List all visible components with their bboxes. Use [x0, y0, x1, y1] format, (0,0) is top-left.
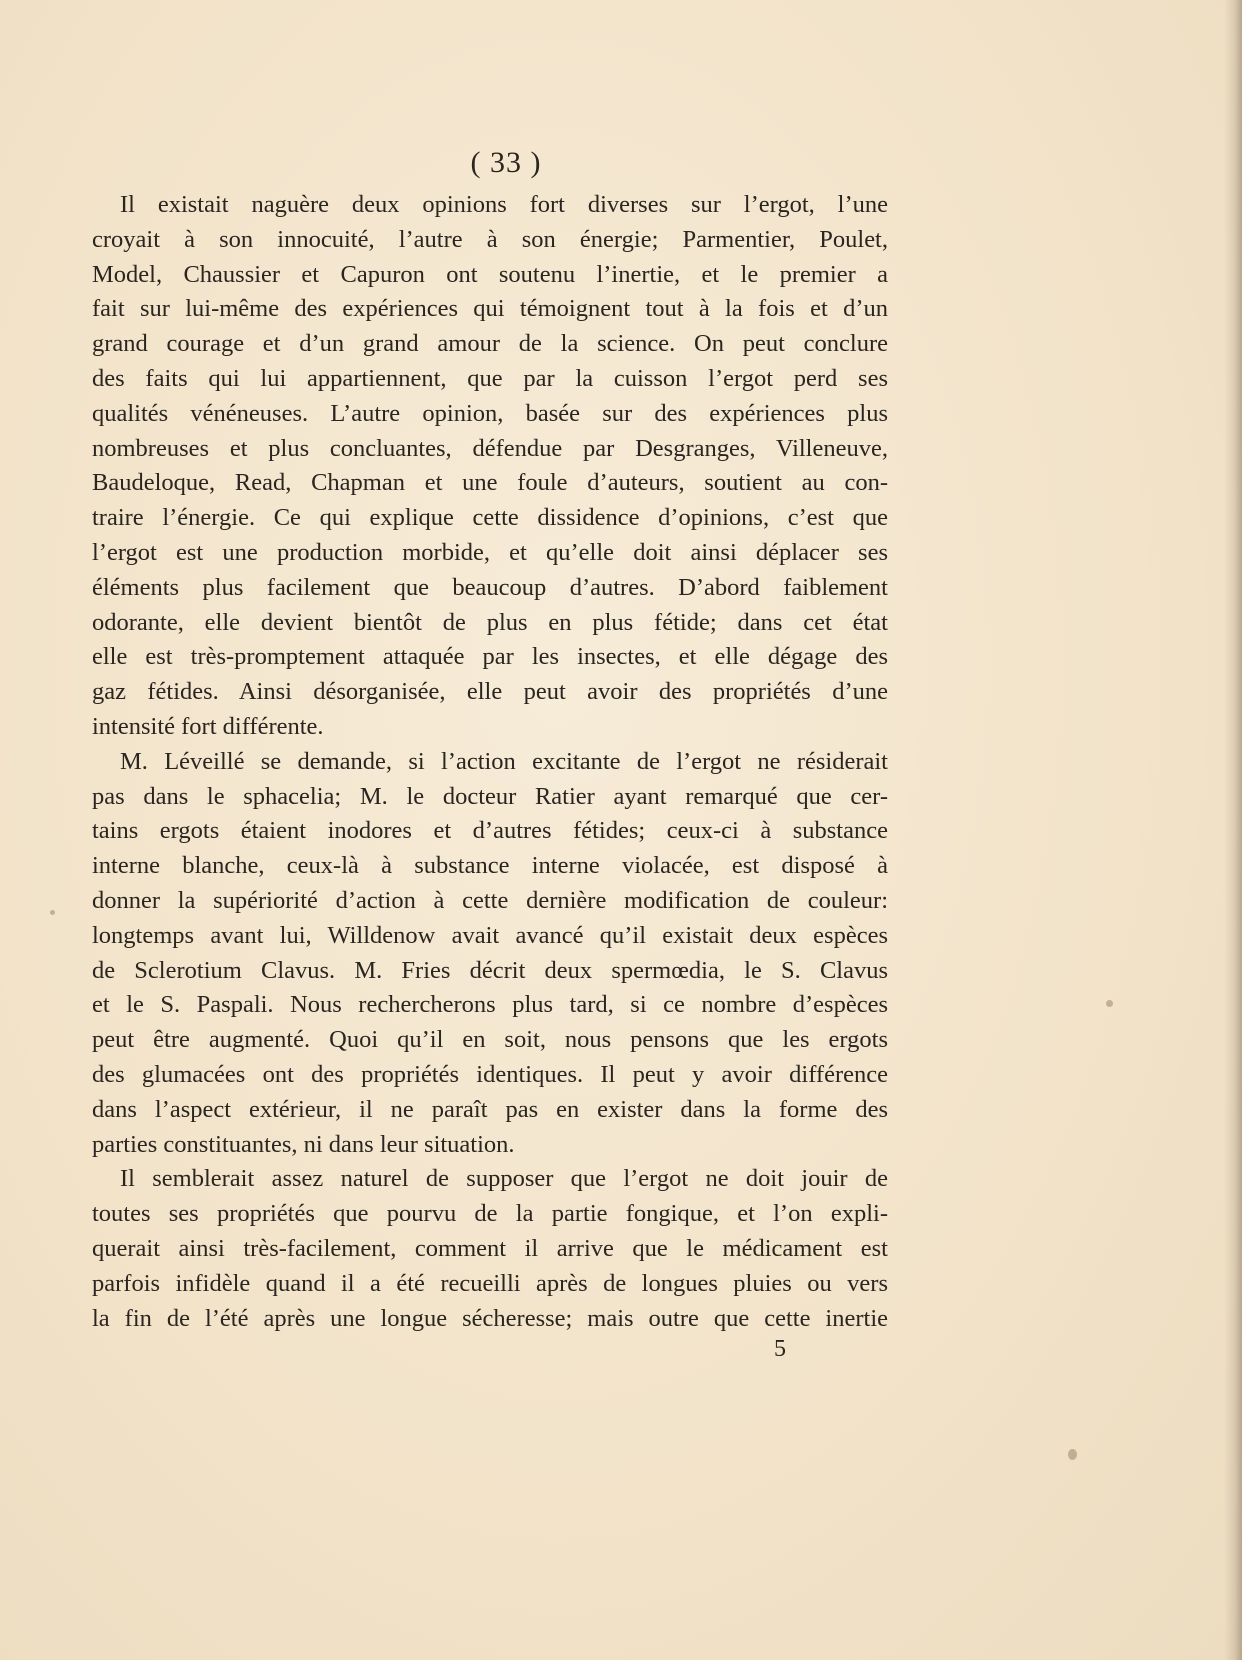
text-line: nombreuses et plus concluantes, défendue par Desgranges, Villeneuve, [92, 434, 888, 462]
text-line: toutes ses propriétés que pourvu de la partie fongique, et l’on expli- [92, 1200, 888, 1228]
text-line: parties constituantes, ni dans leur situation. [92, 1130, 515, 1158]
body-text [92, 188, 888, 1336]
text-line: l’ergot est une production morbide, et qu’elle doit ainsi déplacer ses [92, 538, 888, 566]
text-line: éléments plus facilement que beaucoup d’autres. D’abord faiblement [92, 573, 888, 601]
text-line: Il existait naguère deux opinions fort diverses sur l’ergot, l’une [120, 191, 888, 218]
text-line: parfois infidèle quand il a été recueilli après de longues pluies ou vers [92, 1269, 888, 1297]
text-line: traire l’énergie. Ce qui explique cette dissidence d’opinions, c’est que [92, 504, 888, 532]
page-number: ( 33 ) [470, 146, 542, 179]
text-line: Il semblerait assez naturel de supposer que l’ergot ne doit jouir de [120, 1165, 888, 1193]
page-edge-shadow [1224, 0, 1242, 1660]
text-line: Baudeloque, Read, Chapman et une foule d’auteurs, soutient au con- [92, 469, 888, 497]
text-line: peut être augmenté. Quoi qu’il en soit, nous pensons que les ergots [92, 1026, 888, 1054]
text-line: la fin de l’été après une longue sécheresse; mais outre que cette inertie [92, 1304, 888, 1332]
text-line: querait ainsi très-facilement, comment il arrive que le médicament est [92, 1234, 888, 1262]
text-line: des faits qui lui appartiennent, que par la cuisson l’ergot perd ses [92, 364, 888, 392]
text-line: elle est très-promptement attaquée par les insectes, et elle dégage des [92, 643, 888, 671]
text-line: Model, Chaussier et Capuron ont soutenu l’inertie, et le premier a [92, 260, 888, 288]
text-line: des glumacées ont des propriétés identiques. Il peut y avoir différence [92, 1060, 888, 1088]
text-line: et le S. Paspali. Nous rechercherons plus tard, si ce nombre d’espèces [92, 991, 888, 1019]
text-line: intensité fort différente. [92, 712, 324, 740]
text-line: donner la supériorité d’action à cette dernière modification de couleur: [92, 886, 888, 914]
text-line: M. Léveillé se demande, si l’action excitante de l’ergot ne résiderait [120, 747, 888, 775]
text-line: de Sclerotium Clavus. M. Fries décrit deux spermœdia, le S. Clavus [92, 956, 888, 984]
text-line: fait sur lui-même des expériences qui témoignent tout à la fois et d’un [92, 295, 888, 323]
signature-mark: 5 [774, 1336, 786, 1362]
foxing-spot [50, 910, 55, 915]
text-line: croyait à son innocuité, l’autre à son énergie; Parmentier, Poulet, [92, 225, 888, 253]
text-line: longtemps avant lui, Willdenow avait avancé qu’il existait deux espèces [92, 921, 888, 949]
text-line: tains ergots étaient inodores et d’autres fétides; ceux-ci à substance [92, 817, 888, 845]
text-line: qualités vénéneuses. L’autre opinion, basée sur des expériences plus [92, 399, 888, 427]
text-line: odorante, elle devient bientôt de plus en plus fétide; dans cet état [92, 608, 888, 636]
text-line: grand courage et d’un grand amour de la science. On peut conclure [92, 330, 888, 358]
text-line: gaz fétides. Ainsi désorganisée, elle peut avoir des propriétés d’une [92, 678, 888, 706]
text-line: dans l’aspect extérieur, il ne paraît pas en exister dans la forme des [92, 1095, 888, 1123]
foxing-spot [1068, 1449, 1077, 1460]
text-line: interne blanche, ceux-là à substance interne violacée, est disposé à [92, 852, 888, 880]
text-line: pas dans le sphacelia; M. le docteur Ratier ayant remarqué que cer- [92, 782, 888, 810]
foxing-spot [1106, 1000, 1113, 1007]
